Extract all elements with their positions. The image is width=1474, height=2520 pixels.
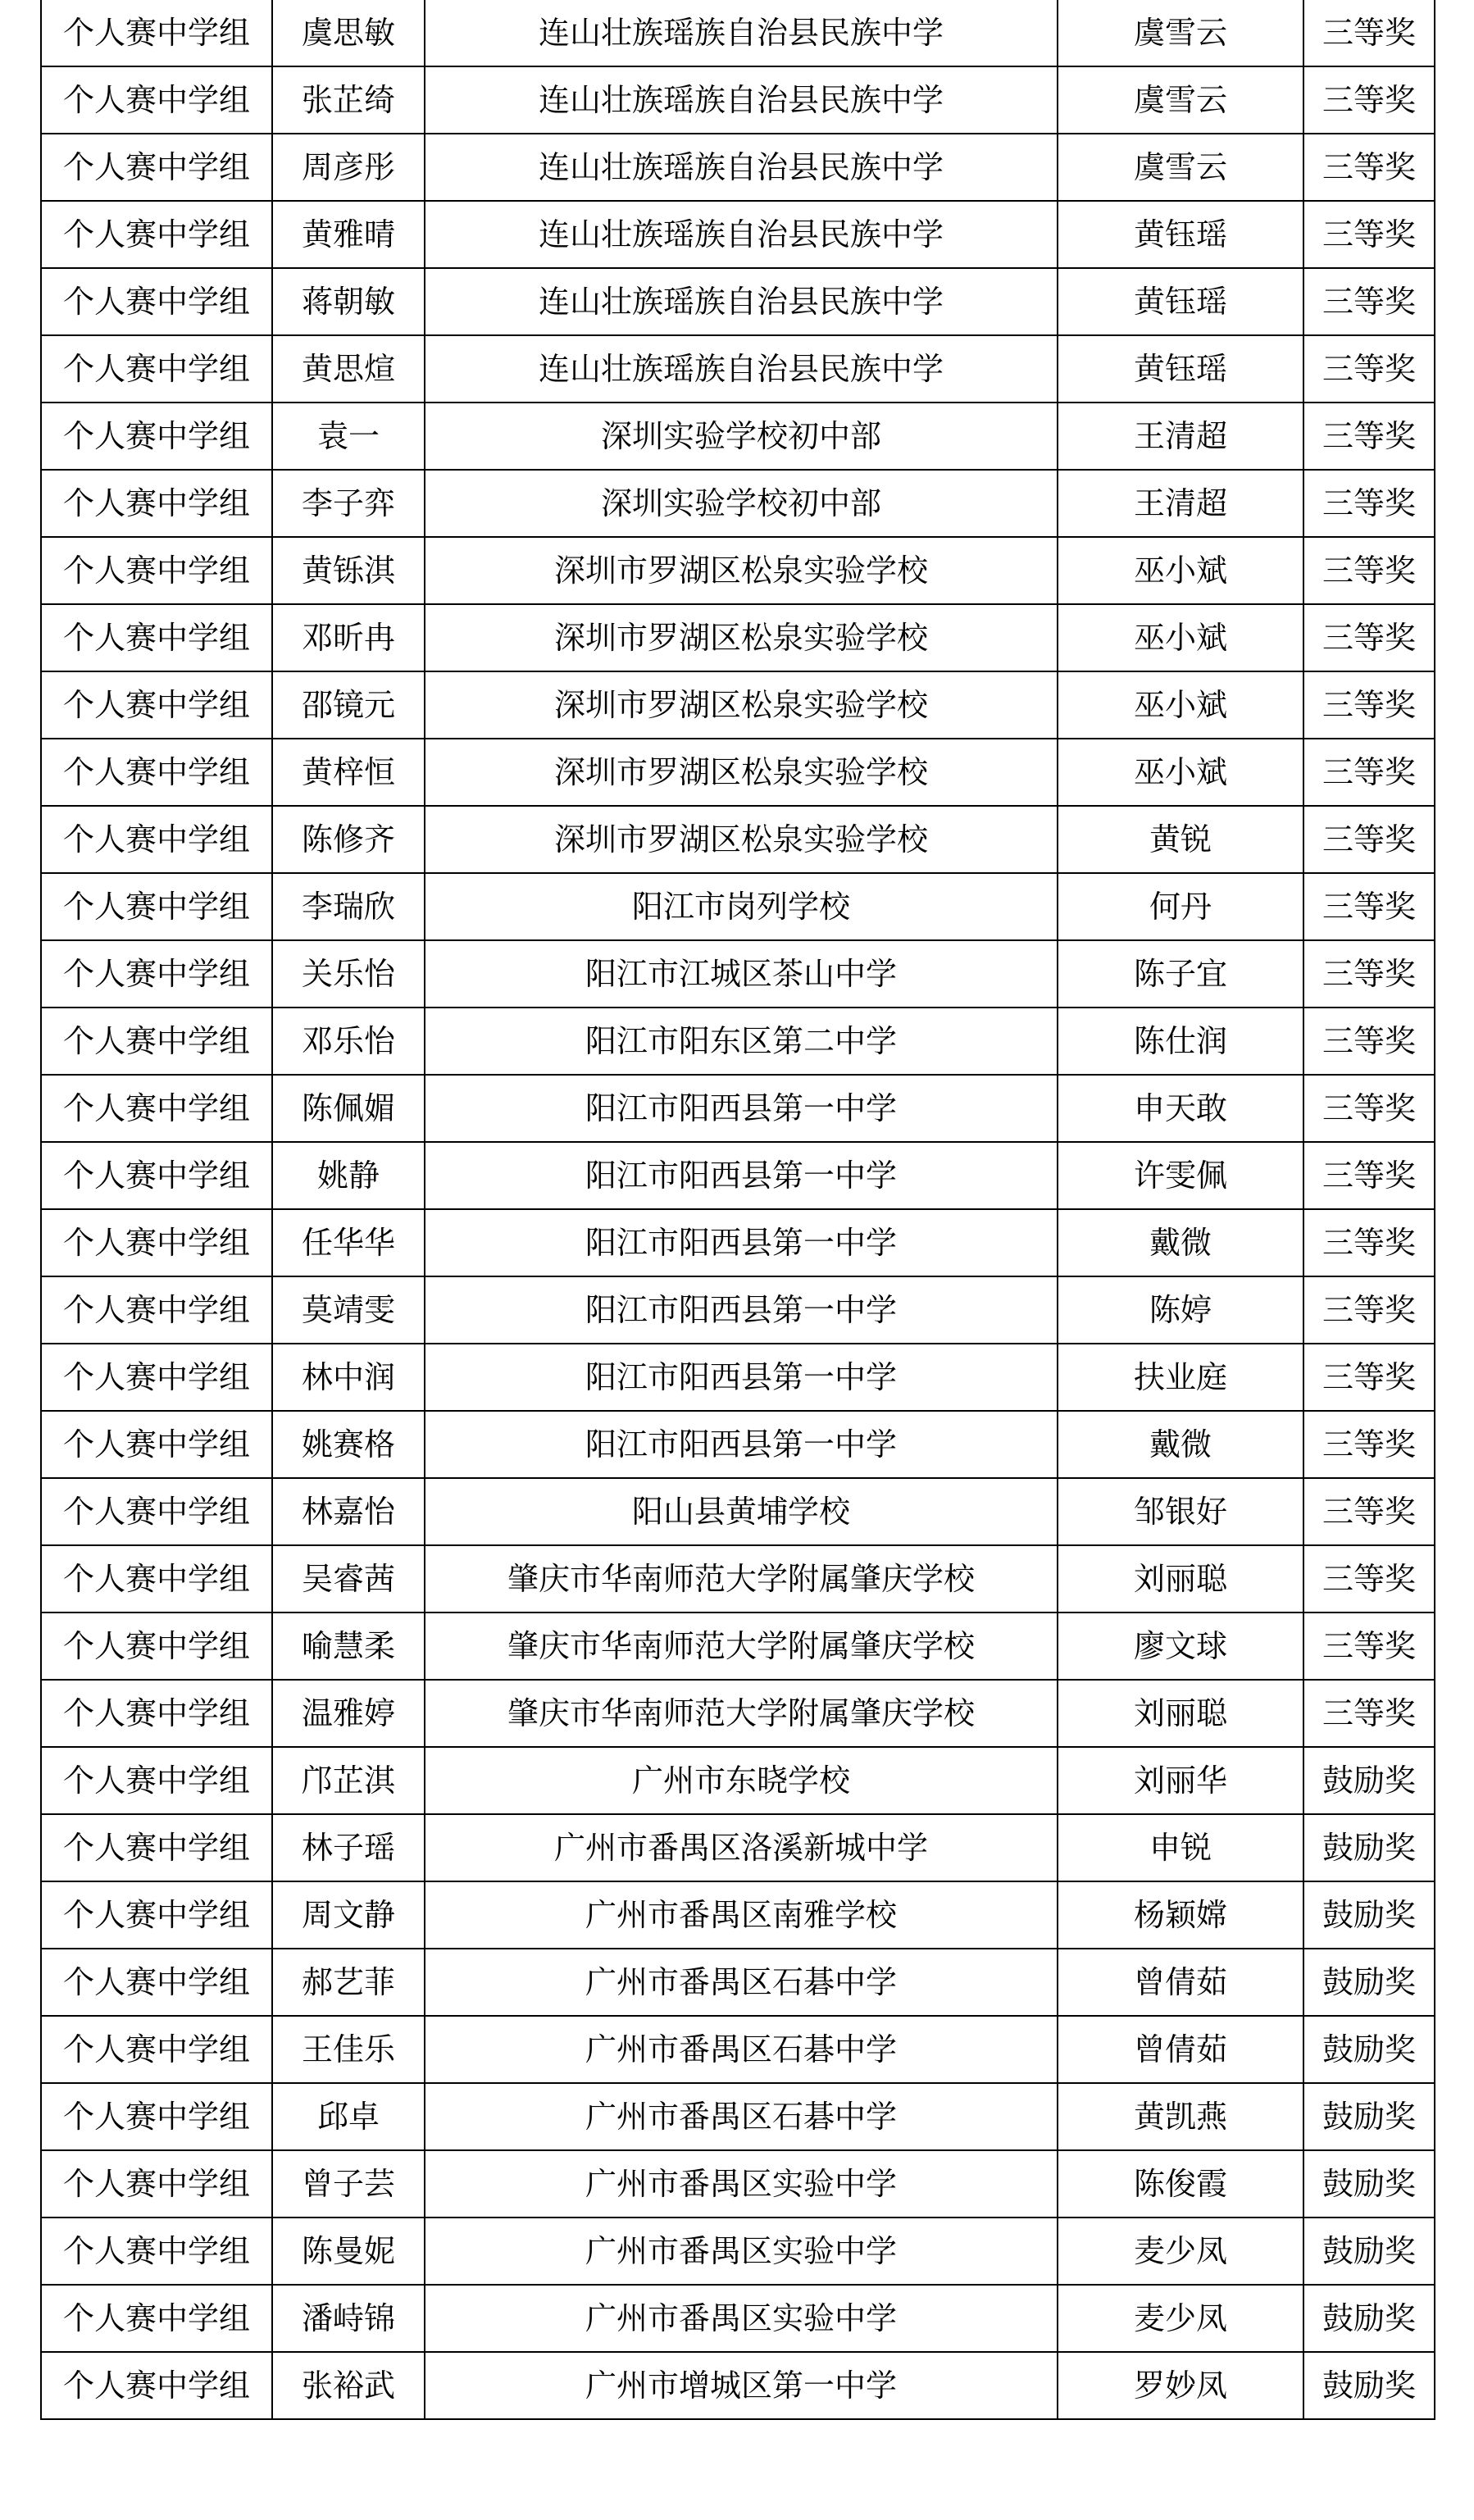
student-name-cell: 曾子芸 [272,2150,425,2218]
teacher-cell: 罗妙凤 [1058,2352,1303,2419]
school-cell: 连山壮族瑶族自治县民族中学 [425,201,1058,268]
student-name-cell: 邓昕冉 [272,604,425,671]
school-cell: 连山壮族瑶族自治县民族中学 [425,268,1058,335]
school-cell: 阳江市阳西县第一中学 [425,1276,1058,1344]
award-level-cell: 三等奖 [1303,537,1435,604]
table-row [41,0,1435,66]
table-row [41,537,1435,604]
student-name-cell: 虞思敏 [272,0,425,66]
competition-group-cell: 个人赛中学组 [41,2083,272,2150]
school-cell: 深圳市罗湖区松泉实验学校 [425,671,1058,739]
student-name-cell: 郝艺菲 [272,1949,425,2016]
school-cell: 广州市番禺区洛溪新城中学 [425,1814,1058,1881]
award-level-cell: 鼓励奖 [1303,2083,1435,2150]
school-cell: 阳江市阳西县第一中学 [425,1142,1058,1209]
student-name-cell: 张裕武 [272,2352,425,2419]
student-name-cell: 袁一 [272,403,425,470]
table-row [41,66,1435,134]
award-level-cell: 鼓励奖 [1303,2352,1435,2419]
student-name-cell: 李瑞欣 [272,873,425,940]
award-level-cell: 三等奖 [1303,1545,1435,1613]
school-cell: 深圳市罗湖区松泉实验学校 [425,604,1058,671]
award-level-cell: 三等奖 [1303,671,1435,739]
competition-group-cell: 个人赛中学组 [41,873,272,940]
school-cell: 深圳实验学校初中部 [425,403,1058,470]
teacher-cell: 巫小斌 [1058,537,1303,604]
award-level-cell: 三等奖 [1303,1276,1435,1344]
table-row [41,403,1435,470]
table-row [41,1142,1435,1209]
competition-group-cell: 个人赛中学组 [41,0,272,66]
student-name-cell: 陈佩媚 [272,1075,425,1142]
school-cell: 广州市番禺区石碁中学 [425,2016,1058,2083]
teacher-cell: 麦少凤 [1058,2218,1303,2285]
teacher-cell: 曾倩茹 [1058,1949,1303,2016]
school-cell: 连山壮族瑶族自治县民族中学 [425,0,1058,66]
competition-group-cell: 个人赛中学组 [41,1613,272,1680]
award-table-body [41,0,1435,2419]
student-name-cell: 李子弈 [272,470,425,537]
award-level-cell: 三等奖 [1303,604,1435,671]
teacher-cell: 黄锐 [1058,806,1303,873]
student-name-cell: 王佳乐 [272,2016,425,2083]
school-cell: 广州市增城区第一中学 [425,2352,1058,2419]
table-row [41,2285,1435,2352]
student-name-cell: 邵镜元 [272,671,425,739]
school-cell: 连山壮族瑶族自治县民族中学 [425,66,1058,134]
table-row [41,1545,1435,1613]
competition-group-cell: 个人赛中学组 [41,604,272,671]
student-name-cell: 黄梓恒 [272,739,425,806]
table-row [41,1613,1435,1680]
teacher-cell: 麦少凤 [1058,2285,1303,2352]
award-level-cell: 三等奖 [1303,470,1435,537]
table-row [41,2016,1435,2083]
teacher-cell: 扶业庭 [1058,1344,1303,1411]
award-level-cell: 鼓励奖 [1303,2285,1435,2352]
table-row [41,2218,1435,2285]
teacher-cell: 申天敢 [1058,1075,1303,1142]
competition-group-cell: 个人赛中学组 [41,1411,272,1478]
teacher-cell: 刘丽华 [1058,1747,1303,1814]
competition-group-cell: 个人赛中学组 [41,2285,272,2352]
school-cell: 广州市番禺区南雅学校 [425,1881,1058,1949]
table-row [41,2083,1435,2150]
competition-group-cell: 个人赛中学组 [41,2016,272,2083]
teacher-cell: 陈俊霞 [1058,2150,1303,2218]
school-cell: 广州市东晓学校 [425,1747,1058,1814]
school-cell: 广州市番禺区石碁中学 [425,2083,1058,2150]
school-cell: 阳江市岗列学校 [425,873,1058,940]
student-name-cell: 黄铄淇 [272,537,425,604]
teacher-cell: 王清超 [1058,470,1303,537]
competition-group-cell: 个人赛中学组 [41,1075,272,1142]
school-cell: 肇庆市华南师范大学附属肇庆学校 [425,1613,1058,1680]
award-level-cell: 鼓励奖 [1303,1814,1435,1881]
table-row [41,671,1435,739]
award-level-cell: 三等奖 [1303,335,1435,403]
student-name-cell: 关乐怡 [272,940,425,1008]
teacher-cell: 巫小斌 [1058,739,1303,806]
table-row [41,470,1435,537]
student-name-cell: 吴睿茜 [272,1545,425,1613]
school-cell: 深圳市罗湖区松泉实验学校 [425,739,1058,806]
award-level-cell: 三等奖 [1303,268,1435,335]
competition-group-cell: 个人赛中学组 [41,335,272,403]
competition-group-cell: 个人赛中学组 [41,201,272,268]
school-cell: 阳江市阳西县第一中学 [425,1411,1058,1478]
school-cell: 阳江市阳西县第一中学 [425,1209,1058,1276]
student-name-cell: 潘峙锦 [272,2285,425,2352]
competition-group-cell: 个人赛中学组 [41,1814,272,1881]
award-level-cell: 三等奖 [1303,403,1435,470]
school-cell: 阳江市阳东区第二中学 [425,1008,1058,1075]
student-name-cell: 周文静 [272,1881,425,1949]
student-name-cell: 姚赛格 [272,1411,425,1478]
award-level-cell: 鼓励奖 [1303,2218,1435,2285]
student-name-cell: 周彦彤 [272,134,425,201]
teacher-cell: 许雯佩 [1058,1142,1303,1209]
competition-group-cell: 个人赛中学组 [41,671,272,739]
table-row [41,2150,1435,2218]
teacher-cell: 杨颖嫦 [1058,1881,1303,1949]
table-row [41,1881,1435,1949]
award-level-cell: 三等奖 [1303,1411,1435,1478]
competition-group-cell: 个人赛中学组 [41,1545,272,1613]
award-level-cell: 鼓励奖 [1303,1881,1435,1949]
table-row [41,1276,1435,1344]
teacher-cell: 虞雪云 [1058,134,1303,201]
teacher-cell: 黄钰瑶 [1058,201,1303,268]
teacher-cell: 黄钰瑶 [1058,268,1303,335]
table-row [41,940,1435,1008]
student-name-cell: 任华华 [272,1209,425,1276]
school-cell: 广州市番禺区实验中学 [425,2285,1058,2352]
student-name-cell: 莫靖雯 [272,1276,425,1344]
competition-group-cell: 个人赛中学组 [41,537,272,604]
award-level-cell: 三等奖 [1303,1075,1435,1142]
competition-group-cell: 个人赛中学组 [41,1747,272,1814]
student-name-cell: 黄雅晴 [272,201,425,268]
table-row [41,1747,1435,1814]
competition-group-cell: 个人赛中学组 [41,268,272,335]
award-level-cell: 三等奖 [1303,1680,1435,1747]
award-level-cell: 三等奖 [1303,0,1435,66]
student-name-cell: 温雅婷 [272,1680,425,1747]
award-results-table [40,0,1435,2420]
student-name-cell: 黄思煊 [272,335,425,403]
school-cell: 阳江市阳西县第一中学 [425,1075,1058,1142]
table-row [41,739,1435,806]
table-row [41,2352,1435,2419]
school-cell: 广州市番禺区实验中学 [425,2218,1058,2285]
school-cell: 广州市番禺区实验中学 [425,2150,1058,2218]
student-name-cell: 姚静 [272,1142,425,1209]
teacher-cell: 陈仕润 [1058,1008,1303,1075]
award-level-cell: 三等奖 [1303,739,1435,806]
teacher-cell: 巫小斌 [1058,671,1303,739]
table-row [41,1344,1435,1411]
award-level-cell: 鼓励奖 [1303,1747,1435,1814]
table-row [41,201,1435,268]
teacher-cell: 巫小斌 [1058,604,1303,671]
award-level-cell: 三等奖 [1303,201,1435,268]
award-level-cell: 三等奖 [1303,1613,1435,1680]
competition-group-cell: 个人赛中学组 [41,1680,272,1747]
teacher-cell: 戴微 [1058,1209,1303,1276]
competition-group-cell: 个人赛中学组 [41,1881,272,1949]
competition-group-cell: 个人赛中学组 [41,66,272,134]
competition-group-cell: 个人赛中学组 [41,403,272,470]
school-cell: 阳江市阳西县第一中学 [425,1344,1058,1411]
student-name-cell: 张芷绮 [272,66,425,134]
award-level-cell: 三等奖 [1303,940,1435,1008]
award-level-cell: 三等奖 [1303,806,1435,873]
award-level-cell: 三等奖 [1303,873,1435,940]
teacher-cell: 陈婷 [1058,1276,1303,1344]
competition-group-cell: 个人赛中学组 [41,2150,272,2218]
teacher-cell: 刘丽聪 [1058,1680,1303,1747]
teacher-cell: 王清超 [1058,403,1303,470]
award-level-cell: 鼓励奖 [1303,1949,1435,2016]
award-level-cell: 三等奖 [1303,1344,1435,1411]
competition-group-cell: 个人赛中学组 [41,1209,272,1276]
award-level-cell: 三等奖 [1303,1008,1435,1075]
student-name-cell: 邓乐怡 [272,1008,425,1075]
teacher-cell: 虞雪云 [1058,0,1303,66]
teacher-cell: 曾倩茹 [1058,2016,1303,2083]
school-cell: 深圳市罗湖区松泉实验学校 [425,537,1058,604]
student-name-cell: 林嘉怡 [272,1478,425,1545]
award-level-cell: 三等奖 [1303,1478,1435,1545]
table-row [41,1949,1435,2016]
competition-group-cell: 个人赛中学组 [41,2218,272,2285]
teacher-cell: 廖文球 [1058,1613,1303,1680]
school-cell: 连山壮族瑶族自治县民族中学 [425,134,1058,201]
table-row [41,604,1435,671]
competition-group-cell: 个人赛中学组 [41,1008,272,1075]
table-row [41,134,1435,201]
award-level-cell: 三等奖 [1303,66,1435,134]
table-row [41,335,1435,403]
teacher-cell: 虞雪云 [1058,66,1303,134]
student-name-cell: 林中润 [272,1344,425,1411]
table-row [41,268,1435,335]
table-row [41,1209,1435,1276]
student-name-cell: 林子瑶 [272,1814,425,1881]
teacher-cell: 刘丽聪 [1058,1545,1303,1613]
school-cell: 阳山县黄埔学校 [425,1478,1058,1545]
teacher-cell: 申锐 [1058,1814,1303,1881]
table-row [41,1008,1435,1075]
teacher-cell: 黄钰瑶 [1058,335,1303,403]
school-cell: 肇庆市华南师范大学附属肇庆学校 [425,1545,1058,1613]
table-row [41,806,1435,873]
table-row [41,1680,1435,1747]
student-name-cell: 陈曼妮 [272,2218,425,2285]
school-cell: 深圳实验学校初中部 [425,470,1058,537]
competition-group-cell: 个人赛中学组 [41,1276,272,1344]
student-name-cell: 蒋朝敏 [272,268,425,335]
student-name-cell: 陈修齐 [272,806,425,873]
student-name-cell: 邱卓 [272,2083,425,2150]
award-level-cell: 三等奖 [1303,1209,1435,1276]
competition-group-cell: 个人赛中学组 [41,1949,272,2016]
award-level-cell: 鼓励奖 [1303,2016,1435,2083]
competition-group-cell: 个人赛中学组 [41,134,272,201]
competition-group-cell: 个人赛中学组 [41,470,272,537]
teacher-cell: 何丹 [1058,873,1303,940]
school-cell: 深圳市罗湖区松泉实验学校 [425,806,1058,873]
school-cell: 广州市番禺区石碁中学 [425,1949,1058,2016]
school-cell: 肇庆市华南师范大学附属肇庆学校 [425,1680,1058,1747]
competition-group-cell: 个人赛中学组 [41,739,272,806]
student-name-cell: 邝芷淇 [272,1747,425,1814]
award-level-cell: 三等奖 [1303,134,1435,201]
teacher-cell: 戴微 [1058,1411,1303,1478]
award-level-cell: 鼓励奖 [1303,2150,1435,2218]
competition-group-cell: 个人赛中学组 [41,1478,272,1545]
competition-group-cell: 个人赛中学组 [41,806,272,873]
award-level-cell: 三等奖 [1303,1142,1435,1209]
competition-group-cell: 个人赛中学组 [41,2352,272,2419]
teacher-cell: 陈子宜 [1058,940,1303,1008]
table-row [41,1411,1435,1478]
student-name-cell: 喻慧柔 [272,1613,425,1680]
competition-group-cell: 个人赛中学组 [41,1344,272,1411]
table-row [41,1075,1435,1142]
school-cell: 连山壮族瑶族自治县民族中学 [425,335,1058,403]
competition-group-cell: 个人赛中学组 [41,1142,272,1209]
school-cell: 阳江市江城区茶山中学 [425,940,1058,1008]
teacher-cell: 黄凯燕 [1058,2083,1303,2150]
competition-group-cell: 个人赛中学组 [41,940,272,1008]
table-row [41,1478,1435,1545]
teacher-cell: 邹银好 [1058,1478,1303,1545]
table-row [41,1814,1435,1881]
table-row [41,873,1435,940]
